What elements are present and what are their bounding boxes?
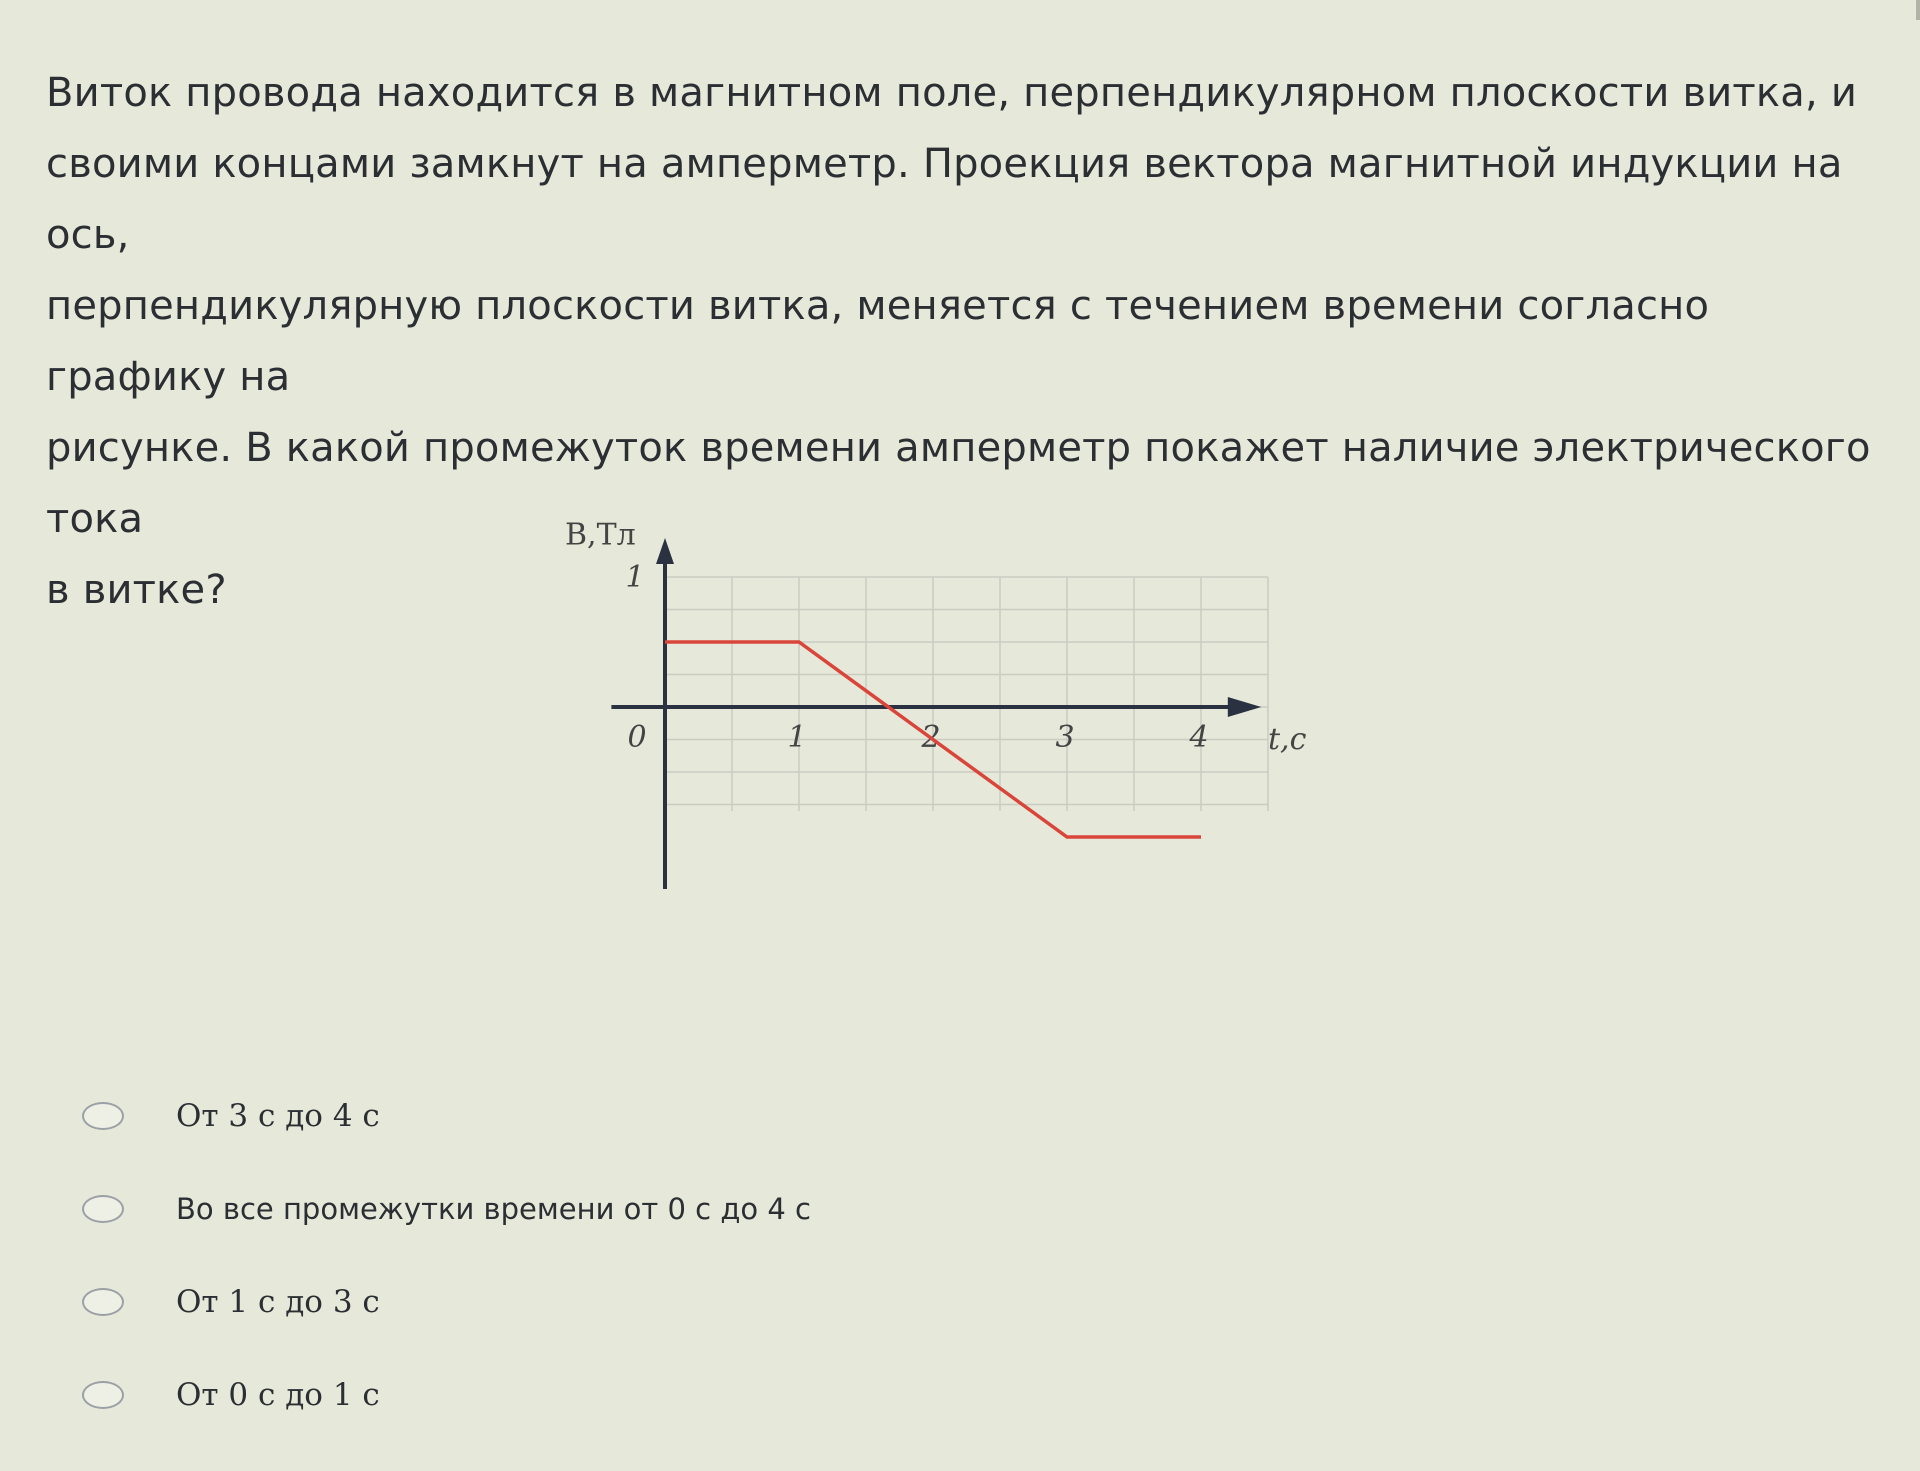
answer-option[interactable] [82,1090,1082,1142]
b-vs-t-graph [540,490,1400,910]
x-tick-label: 4 [1189,720,1209,755]
graph-grid [665,577,1268,811]
x-tick-label: 2 [921,720,941,755]
edge-marker [1916,0,1920,20]
y-axis-arrow [656,538,674,564]
radio-button[interactable] [82,1381,124,1409]
radio-button[interactable] [82,1288,124,1316]
answer-options [82,1090,1082,1462]
question-line: своими концами замкнут на амперметр. Проекция вектора магнитной индукции на ось, [46,141,1843,258]
answer-option[interactable] [82,1276,1082,1328]
answer-option-label: От 3 с до 4 с [176,1098,380,1134]
answer-option[interactable] [82,1183,1082,1235]
answer-option-label: От 1 с до 3 с [176,1284,380,1320]
answer-option-label: От 0 с до 1 с [176,1377,380,1413]
question-line: в витке? [46,567,227,613]
radio-button[interactable] [82,1102,124,1130]
y-axis-label: B,Тл [565,517,636,553]
question-line: рисунке. В какой промежуток времени амперметр покажет наличие электрического тока [46,425,1871,542]
x-axis-arrow [1228,697,1262,717]
x-tick-label: 3 [1055,720,1075,755]
x-tick-label: 1 [787,720,807,755]
question-line: Виток провода находится в магнитном поле, перпендикулярном плоскости витка, и [46,70,1858,116]
answer-option-label: Во все промежутки времени от 0 с до 4 с [176,1192,811,1226]
x-tick-label: 0 [627,720,647,755]
y-tick-label: 1 [625,560,645,595]
radio-button[interactable] [82,1195,124,1223]
answer-option[interactable] [82,1369,1082,1421]
x-axis-label: t,c [1268,722,1307,757]
question-line: перпендикулярную плоскости витка, меняется с течением времени согласно графику на [46,283,1710,400]
